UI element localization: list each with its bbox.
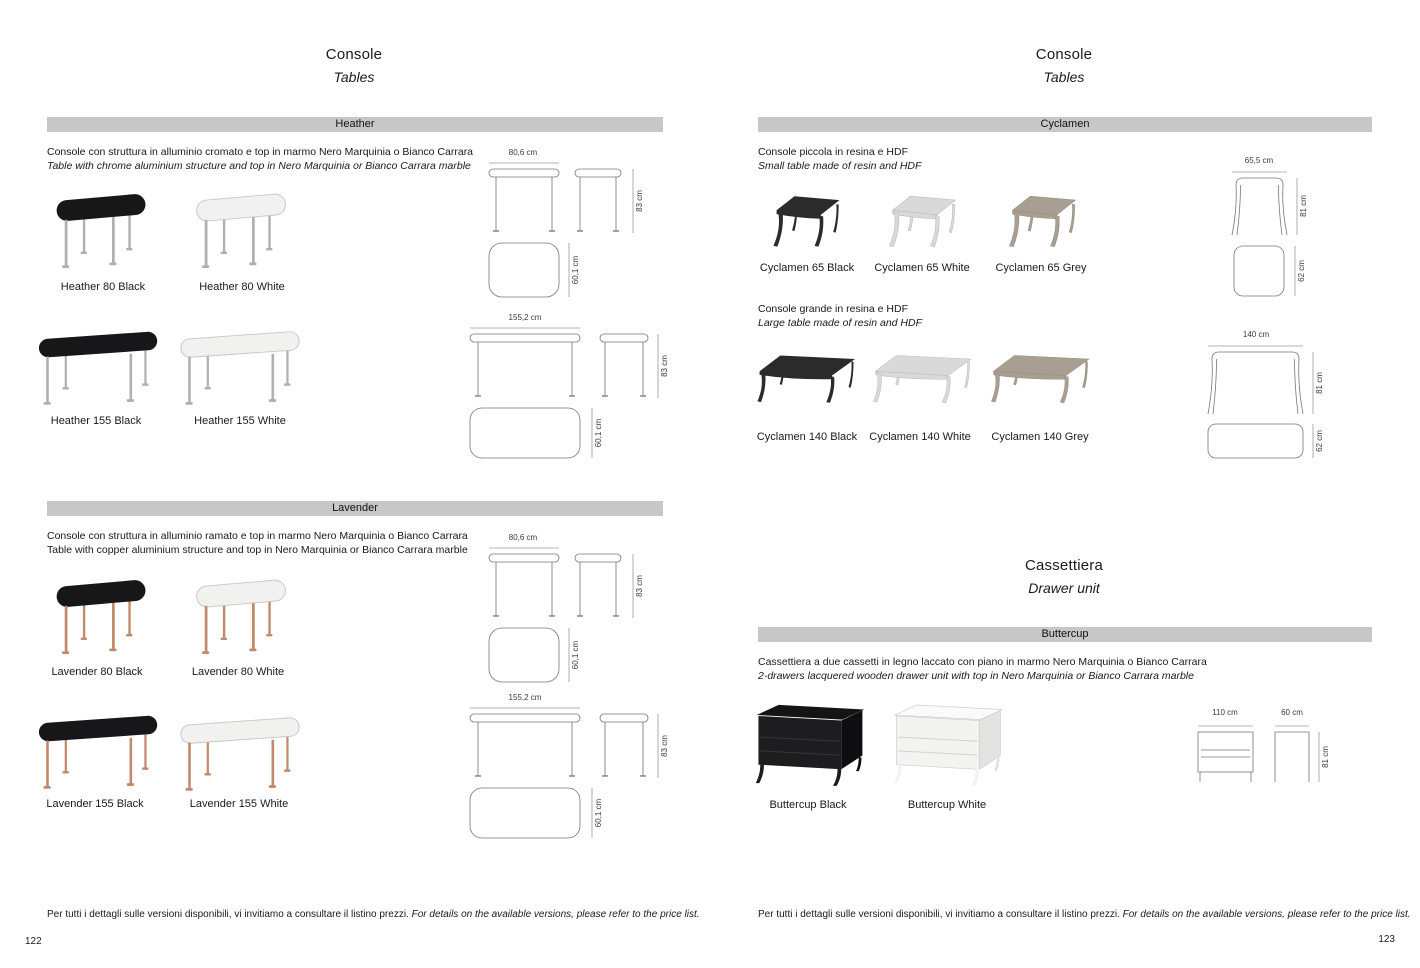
section-header-heather: Heather: [47, 117, 663, 132]
dim-height-label: 83 cm: [660, 355, 669, 377]
footer-note-it: Per tutti i dettagli sulle versioni disponibili, vi invitiamo a consultare il listino prezzi.: [758, 909, 1120, 920]
section-header-buttercup: Buttercup: [758, 627, 1372, 642]
cyclamen-small-description: [758, 146, 1178, 173]
product-label: Lavender 155 White: [189, 798, 289, 810]
product-image-lavender-80-black: [52, 574, 152, 664]
cyclamen-small-description-it: Console piccola in resina e HDF: [758, 146, 908, 158]
product-image-heather-155-white: [178, 326, 303, 414]
product-image-cyclamen-140-black: [756, 344, 860, 420]
page-subtitle: Tables: [1043, 69, 1085, 85]
lavender-description-en: Table with copper aluminium structure and top in Nero Marquinia or Bianco Carrara marble: [47, 543, 468, 556]
heather-dimensions-155: [462, 310, 677, 465]
product-image-buttercup-black: [752, 698, 867, 790]
dim-height-label: 83 cm: [635, 575, 644, 597]
product-label: Heather 155 White: [194, 415, 286, 427]
buttercup-description-en: 2-drawers lacquered wooden drawer unit with top in Nero Marquinia or Bianco Carrara marble: [758, 669, 1194, 682]
page-number: 122: [25, 936, 42, 947]
footer-note: [47, 909, 700, 920]
lavender-dimensions-155: [462, 690, 677, 845]
footer-note-en: For details on the available versions, please refer to the price list.: [1122, 909, 1411, 920]
dim-width-label: 155,2 cm: [508, 313, 542, 322]
cassettiera-title: Cassettiera: [1024, 557, 1104, 574]
dim-depth-label: 60,1 cm: [594, 418, 603, 448]
cassettiera-subtitle: Drawer unit: [1028, 580, 1100, 596]
product-label: Cyclamen 65 White: [874, 262, 970, 274]
dim-drawing-console-155: [462, 316, 672, 466]
buttercup-description: [758, 656, 1238, 683]
dim-width-label: 140 cm: [1242, 330, 1270, 339]
dim-depth-label: 62 cm: [1297, 260, 1306, 282]
heather-description-it: Console con struttura in alluminio cromato e top in marmo Nero Marquinia o Bianco Carrara: [47, 146, 474, 158]
dim-width-label: 155,2 cm: [508, 693, 542, 702]
dim-depth-label: 60,1 cm: [594, 798, 603, 828]
product-label: Buttercup Black: [769, 799, 847, 811]
footer-note: [758, 909, 1411, 920]
page-number: 123: [1378, 934, 1395, 945]
product-label: Lavender 80 Black: [51, 666, 143, 678]
cyclamen-dimensions-65: [1225, 152, 1340, 302]
product-label: Heather 80 Black: [60, 281, 146, 293]
product-image-cyclamen-65-white: [886, 190, 962, 256]
dim-height-label: 83 cm: [635, 190, 644, 212]
cyclamen-small-description-en: Small table made of resin and HDF: [758, 159, 922, 172]
dim-height-label: 81 cm: [1315, 372, 1324, 394]
product-image-cyclamen-140-white: [872, 344, 976, 420]
heather-description-en: Table with chrome aluminium structure and top in Nero Marquinia or Bianco Carrara marble: [47, 159, 471, 172]
product-image-cyclamen-65-grey: [1006, 190, 1082, 256]
product-label: Cyclamen 65 Grey: [995, 262, 1087, 274]
footer-note-en: For details on the available versions, please refer to the price list.: [411, 909, 700, 920]
dim-width-label: 65,5 cm: [1244, 156, 1274, 165]
product-label: Cyclamen 65 Black: [759, 262, 855, 274]
dim-width-label: 80,6 cm: [508, 533, 538, 542]
product-image-heather-80-white: [192, 188, 292, 278]
dim-drawing-console-155: [462, 696, 672, 846]
dim-width-label: 80,6 cm: [508, 148, 538, 157]
product-image-heather-80-black: [52, 188, 152, 278]
dim-depth-label: 62 cm: [1315, 430, 1324, 452]
heather-description: [47, 146, 527, 173]
cyclamen-dimensions-140: [1200, 326, 1340, 466]
dim-width-label: 110 cm: [1212, 708, 1238, 717]
cyclamen-large-description: [758, 303, 1178, 330]
product-label: Buttercup White: [907, 799, 987, 811]
dim-height-label: 81 cm: [1299, 195, 1308, 217]
section-header-cyclamen: Cyclamen: [758, 117, 1372, 132]
right-page: [710, 0, 1420, 968]
lavender-description-it: Console con struttura in alluminio ramato e top in marmo Nero Marquinia o Bianco Carrara: [47, 530, 468, 542]
product-image-buttercup-white: [890, 698, 1005, 790]
cyclamen-large-description-it: Console grande in resina e HDF: [758, 303, 908, 315]
page-title: Console: [325, 46, 383, 63]
product-label: Lavender 155 Black: [46, 798, 144, 810]
dim-depth-label: 60,1 cm: [571, 640, 580, 670]
buttercup-description-it: Cassettiera a due cassetti in legno laccato con piano in marmo Nero Marquinia o Bianco Carrara: [758, 656, 1207, 668]
product-image-heather-155-black: [36, 326, 161, 414]
footer-note-it: Per tutti i dettagli sulle versioni disponibili, vi invitiamo a consultare il listino prezzi.: [47, 909, 409, 920]
page-title: Console: [1035, 46, 1093, 63]
dim-drawing-cyclamen-65: [1225, 158, 1335, 308]
lavender-dimensions-80: [487, 530, 662, 685]
product-image-cyclamen-140-grey: [990, 344, 1094, 420]
product-label: Cyclamen 140 Grey: [991, 431, 1089, 443]
product-label: Cyclamen 140 Black: [756, 431, 858, 443]
product-image-lavender-155-black: [36, 710, 161, 798]
heather-dimensions-80: [487, 145, 662, 300]
product-image-lavender-155-white: [178, 712, 303, 800]
dim-height-label: 81 cm: [1321, 746, 1330, 768]
dim-depth-label: 60 cm: [1281, 708, 1303, 717]
product-label: Heather 80 White: [199, 281, 285, 293]
section-header-lavender: Lavender: [47, 501, 663, 516]
dim-height-label: 83 cm: [660, 735, 669, 757]
lavender-description: [47, 530, 527, 557]
product-label: Heather 155 Black: [50, 415, 142, 427]
product-image-cyclamen-65-black: [770, 190, 846, 256]
page-subtitle: Tables: [333, 69, 375, 85]
product-image-lavender-80-white: [192, 574, 292, 664]
product-label: Lavender 80 White: [191, 666, 285, 678]
buttercup-dimensions: [1195, 708, 1350, 798]
product-label: Cyclamen 140 White: [869, 431, 971, 443]
cyclamen-large-description-en: Large table made of resin and HDF: [758, 316, 923, 329]
dim-depth-label: 60,1 cm: [571, 255, 580, 285]
